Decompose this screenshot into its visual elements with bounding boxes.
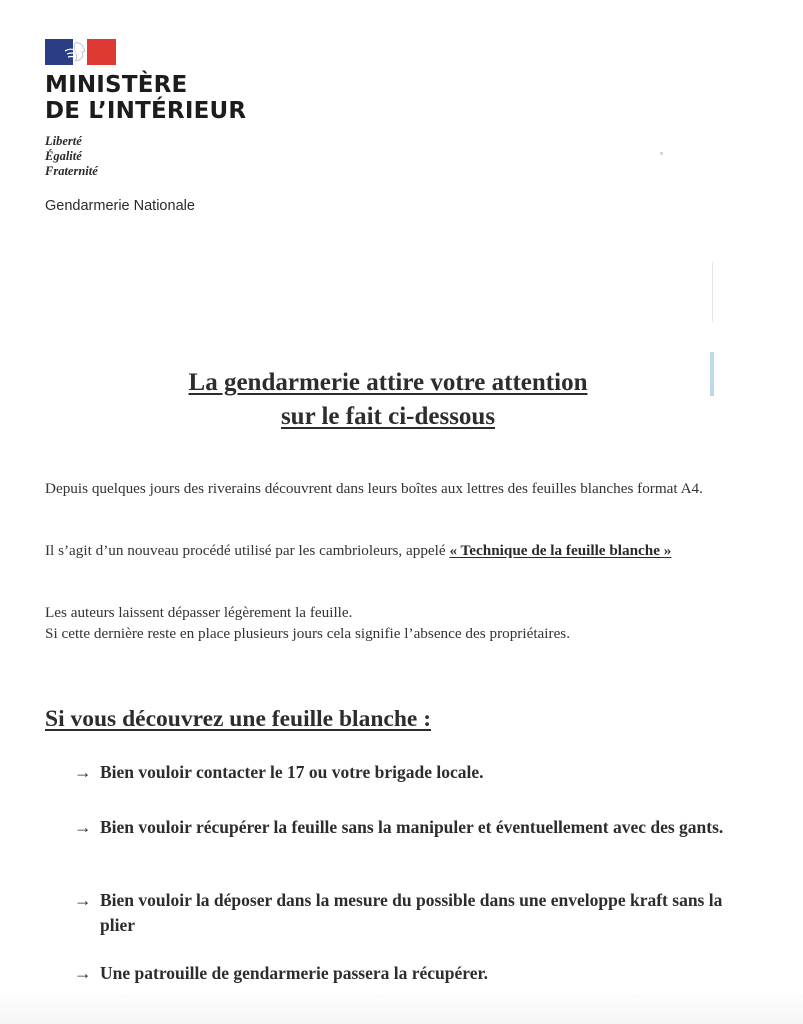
arrow-right-icon: → <box>74 890 92 910</box>
motto-liberte: Liberté <box>45 134 82 148</box>
instruction-item <box>74 888 734 938</box>
paragraph-technique-text: Il s’agit d’un nouveau procédé utilisé par les cambrioleurs, appelé <box>45 542 450 559</box>
instruction-item <box>74 815 734 840</box>
arrow-right-icon: → <box>74 762 92 782</box>
title-line-1: La gendarmerie attire votre attention <box>188 369 588 396</box>
motto-egalite: Égalité <box>45 149 82 163</box>
ministry-name <box>45 72 246 124</box>
instruction-item <box>74 760 734 785</box>
explanation-line-2: Si cette dernière reste en place plusieurs jours cela signifie l’absence des propriétaires. <box>45 625 571 642</box>
marianne-flag-icon <box>45 39 116 65</box>
ministry-line-2: DE L’INTÉRIEUR <box>45 98 247 124</box>
page-bottom-edge <box>0 994 803 1024</box>
paragraph-explanation <box>45 602 735 644</box>
paragraph-intro: Depuis quelques jours des riverains découvrent dans leurs boîtes aux lettres des feuilles blanches format A4. <box>45 480 703 497</box>
unit-name: Gendarmerie Nationale <box>45 198 195 214</box>
instructions-heading: Si vous découvrez une feuille blanche : <box>45 706 432 732</box>
republic-motto <box>45 134 98 179</box>
instruction-text: Bien vouloir contacter le 17 ou votre brigade locale. <box>100 762 484 782</box>
ministry-line-1: MINISTÈRE <box>45 72 188 98</box>
instruction-text: Bien vouloir la déposer dans la mesure du possible dans une enveloppe kraft sans la plier <box>100 890 723 935</box>
instruction-text: Bien vouloir récupérer la feuille sans la manipuler et éventuellement avec des gants. <box>100 817 724 837</box>
scan-mark <box>710 352 714 396</box>
paragraph-technique <box>45 540 735 561</box>
motto-fraternite: Fraternité <box>45 164 98 178</box>
scan-mark <box>712 262 713 322</box>
document-title <box>0 366 776 434</box>
explanation-line-1: Les auteurs laissent dépasser légèrement la feuille. <box>45 604 353 621</box>
arrow-right-icon: → <box>74 963 92 983</box>
instruction-item <box>74 961 734 986</box>
instruction-text: Une patrouille de gendarmerie passera la récupérer. <box>100 963 489 983</box>
scan-mark <box>660 152 663 155</box>
technique-name: « Technique de la feuille blanche » <box>449 542 672 559</box>
title-line-2: sur le fait ci-dessous <box>280 403 496 430</box>
arrow-right-icon: → <box>74 817 92 837</box>
